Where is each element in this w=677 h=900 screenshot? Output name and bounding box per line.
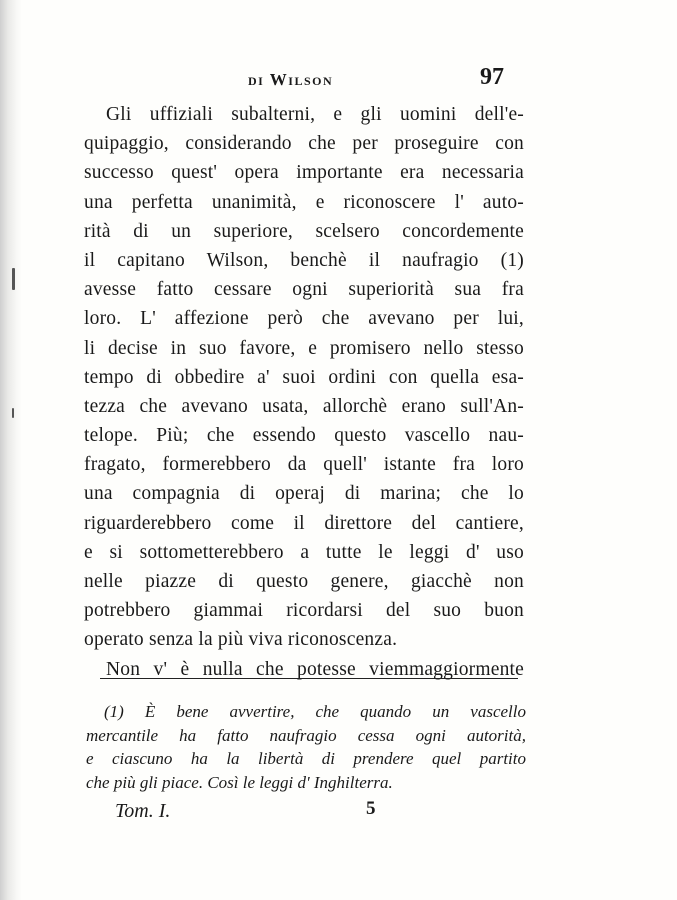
text-line: Gli uffiziali subalterni, e gli uomini dell'e- xyxy=(106,104,524,125)
text-line: e si sottometterebbero a tutte le leggi d' uso xyxy=(84,541,524,563)
text-line: avesse fatto cessare ogni superiorità sua fra xyxy=(84,279,524,301)
running-header xyxy=(0,64,677,94)
footnote-rule xyxy=(100,678,518,679)
text-line: operato senza la più viva riconoscenza. xyxy=(84,629,398,651)
text-line: una compagnia di operaj di marina; che lo xyxy=(84,483,524,505)
text-line: successo quest' opera importante era necessaria xyxy=(84,162,524,184)
text-line: il capitano Wilson, benchè il naufragio (1) xyxy=(84,249,524,271)
text-line: Non v' è nulla che potesse viemmaggiormente xyxy=(106,658,524,680)
page-number: 97 xyxy=(480,64,504,90)
text-line: tempo di obbedire a' suoi ordini con quella esa- xyxy=(84,366,524,388)
running-title: di Wilson xyxy=(248,70,334,89)
binding-gutter xyxy=(0,0,22,900)
text-line: loro. L' affezione però che avevano per lui, xyxy=(84,308,524,330)
footnote xyxy=(86,700,526,794)
text-line: fragato, formerebbero da quell' istante fra loro xyxy=(84,454,524,476)
text-line: rità di un superiore, scelsero concordemente xyxy=(84,220,524,242)
text-line: tezza che avevano usata, allorchè erano sull'An- xyxy=(84,395,524,417)
footnote-line: che più gli piace. Così le leggi d' Inghilterra. xyxy=(86,772,393,792)
text-line: potrebbero giammai ricordarsi del suo buon xyxy=(84,600,524,622)
footnote-line: (1) È bene avvertire, che quando un vascello xyxy=(104,702,526,721)
gutter-stain xyxy=(12,408,14,418)
tome-label: Tom. I. xyxy=(115,800,171,822)
text-line: una perfetta unanimità, e riconoscere l' auto- xyxy=(84,191,524,213)
text-line: li decise in suo favore, e promisero nello stesso xyxy=(84,337,524,359)
text-line: telope. Più; che essendo questo vascello nau- xyxy=(84,425,524,447)
text-line: riguarderebbero come il direttore del cantiere, xyxy=(84,512,524,534)
text-line: nelle piazze di questo genere, giacchè non xyxy=(84,571,524,592)
gutter-stain xyxy=(12,268,15,290)
signature-mark: 5 xyxy=(366,798,376,819)
text-line: quipaggio, considerando che per proseguire con xyxy=(84,133,524,155)
footnote-line: e ciascuno ha la libertà di prendere quel partito xyxy=(86,749,526,768)
signature-line xyxy=(0,798,677,828)
body-text xyxy=(84,100,524,684)
footnote-line: mercantile ha fatto naufragio cessa ogni autorità, xyxy=(86,725,526,745)
